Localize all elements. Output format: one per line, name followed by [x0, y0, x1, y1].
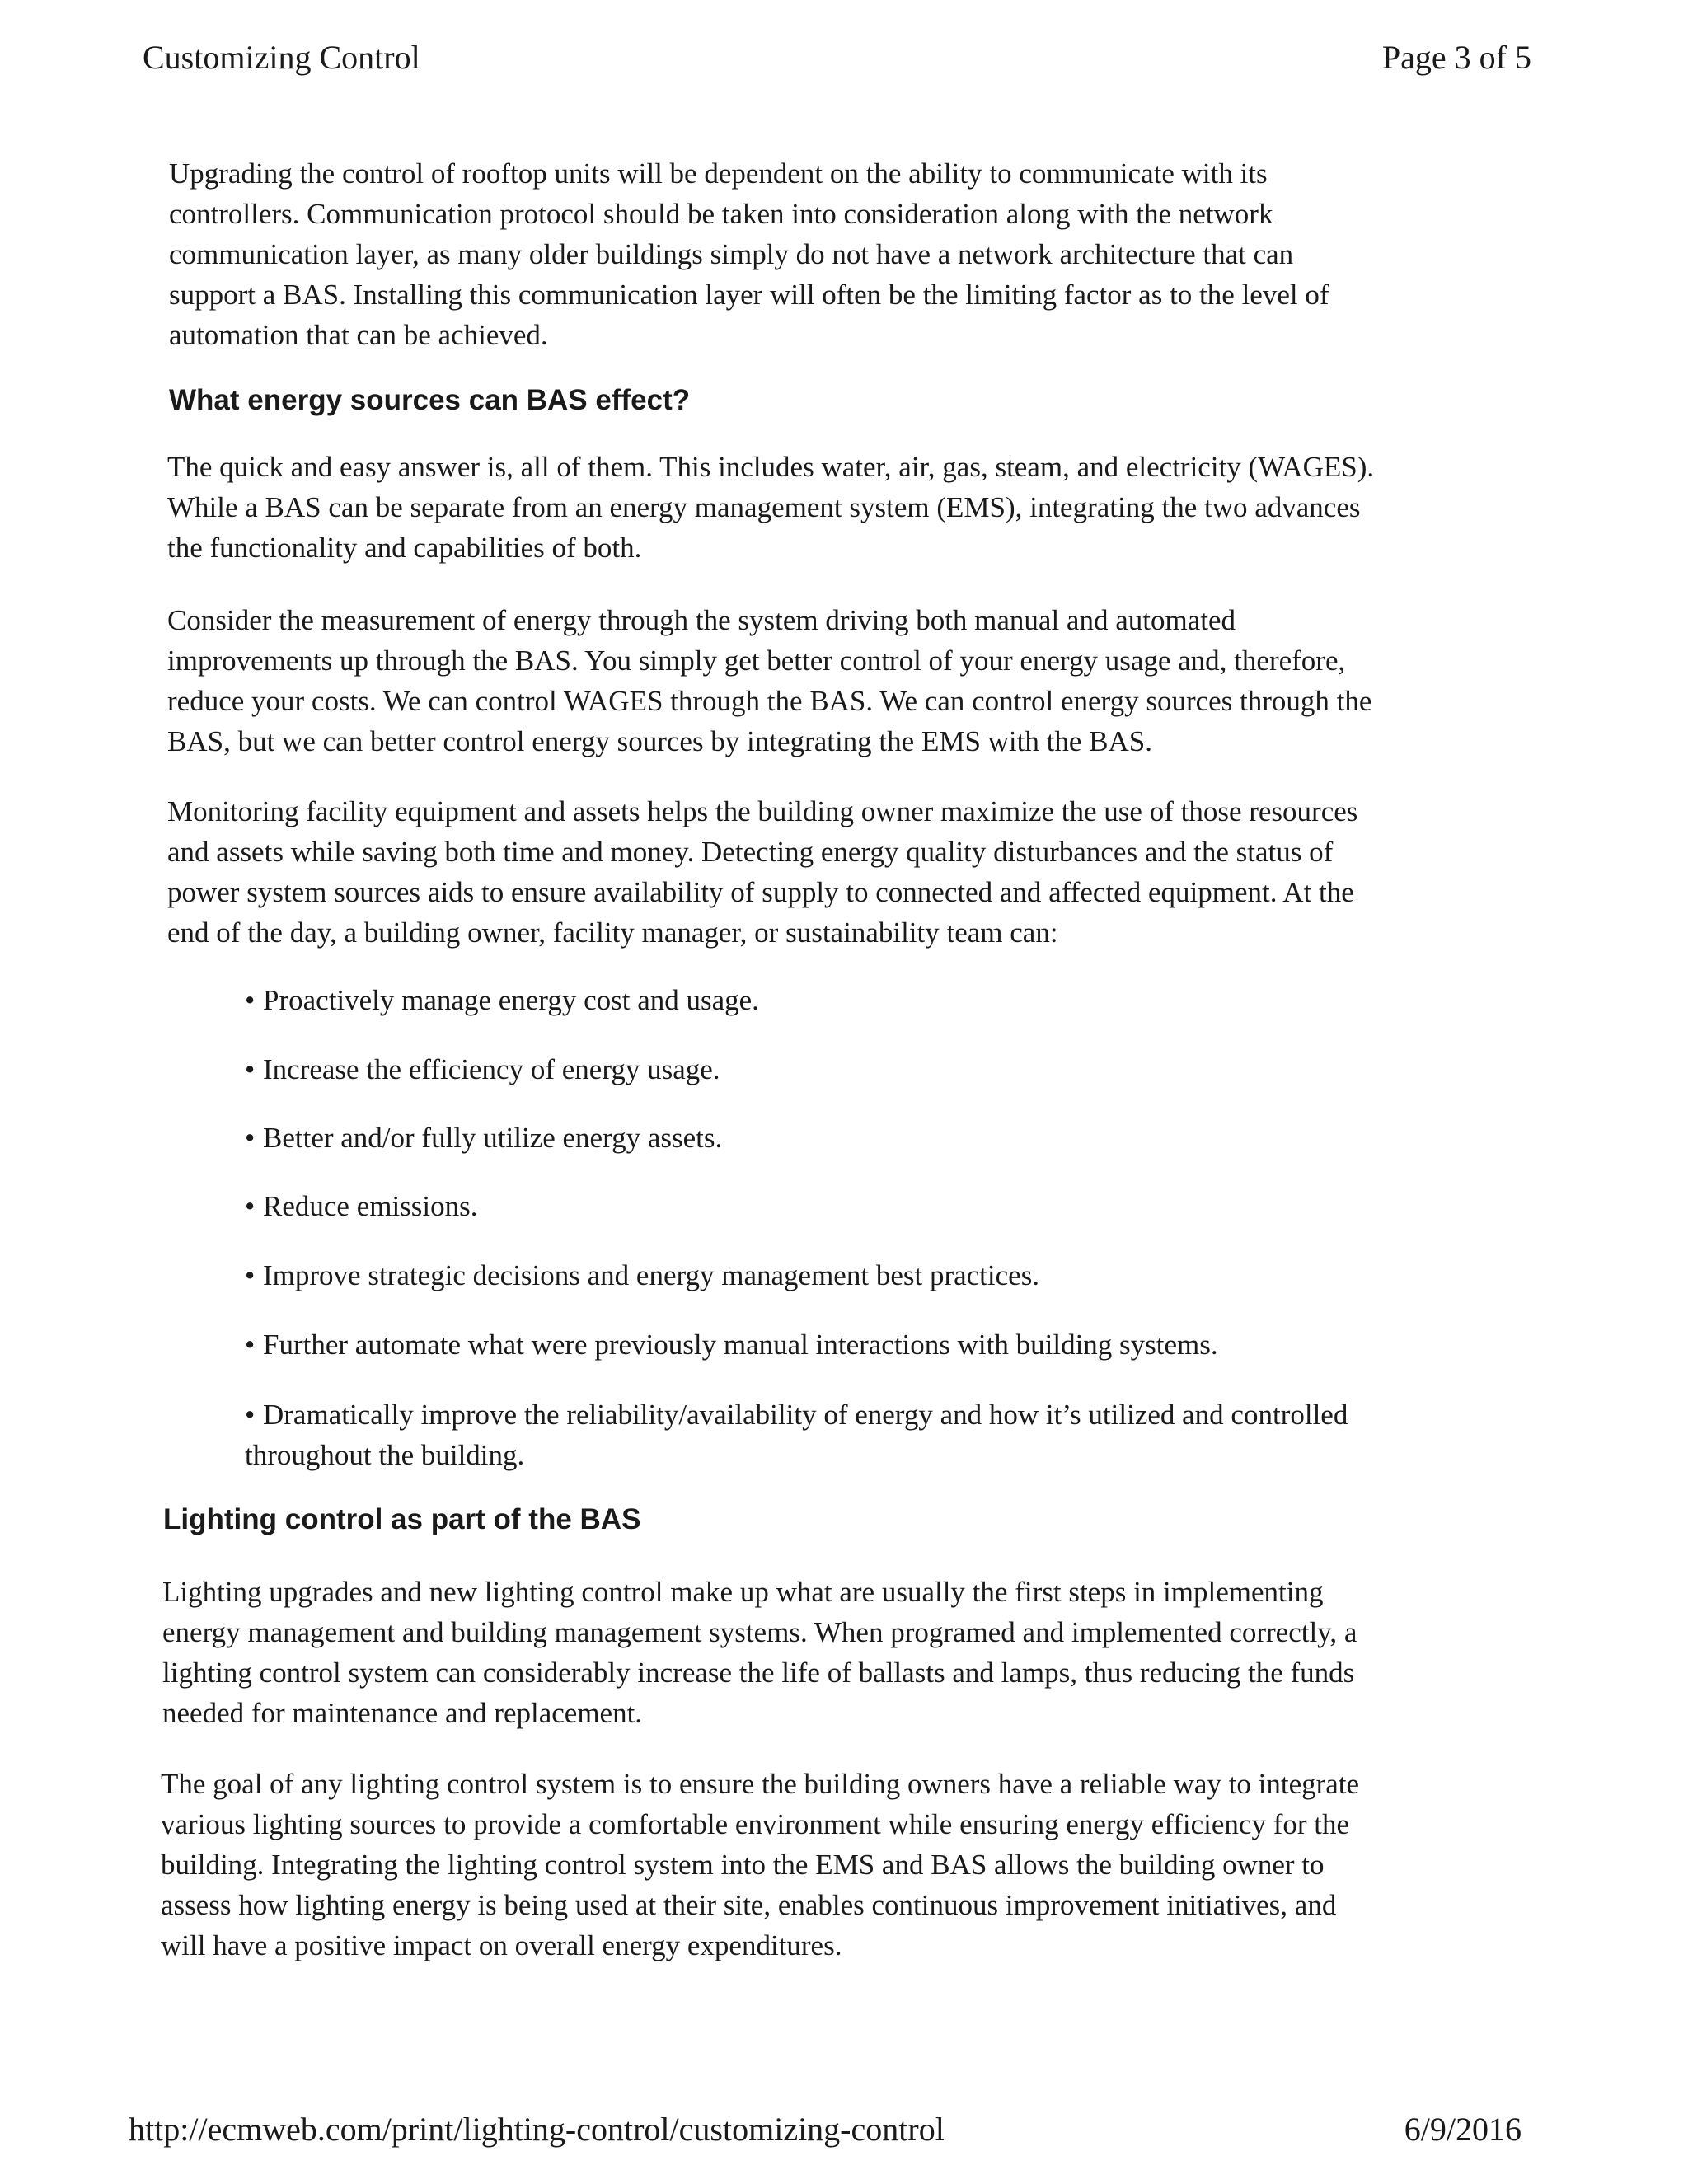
paragraph-line: automation that can be achieved.: [169, 319, 548, 351]
page-number: Page 3 of 5: [1381, 39, 1531, 76]
bullet-icon: •: [245, 1329, 256, 1361]
paragraph-intro: [169, 153, 1521, 355]
paragraph-line: reduce your costs. We can control WAGES through the BAS. We can control energy sources through the: [167, 685, 1372, 717]
paragraph-line: will have a positive impact on overall energy expenditures.: [161, 1929, 842, 1961]
paragraph-line: energy management and building management systems. When programed and implemented correctly, a: [162, 1616, 1357, 1648]
section-heading-lighting-control: Lighting control as part of the BAS: [163, 1503, 641, 1535]
paragraph-line: the functionality and capabilities of both.: [167, 532, 642, 564]
list-item-continuation: throughout the building.: [245, 1439, 525, 1471]
footer-url: http://ecmweb.com/print/lighting-control/customizing-control: [129, 2111, 945, 2148]
bullet-icon: •: [245, 1259, 256, 1291]
bullet-icon: •: [245, 1399, 256, 1431]
paragraph-line: The goal of any lighting control system is to ensure the building owners have a reliable way to integrate: [161, 1768, 1360, 1800]
list-item: • Reduce emissions.: [245, 1186, 1481, 1226]
paragraph-line: controllers. Communication protocol should be taken into consideration along with the network: [169, 198, 1273, 230]
paragraph-line: support a BAS. Installing this communication layer will often be the limiting factor as to the level of: [169, 279, 1329, 311]
header-title: Customizing Control: [143, 39, 420, 76]
section-heading-energy-sources: What energy sources can BAS effect?: [169, 384, 691, 416]
footer-date: 6/9/2016: [1404, 2111, 1522, 2148]
list-item: • Dramatically improve the reliability/availability of energy and how it’s utilized and controlled throughout the building.: [245, 1394, 1481, 1475]
paragraph-measurement: [167, 600, 1519, 762]
paragraph-line: Monitoring facility equipment and assets helps the building owner maximize the use of those resources: [167, 795, 1358, 827]
paragraph-line: building. Integrating the lighting control system into the EMS and BAS allows the building owner to: [161, 1849, 1325, 1881]
bullet-icon: •: [245, 1122, 256, 1154]
list-item: • Increase the efficiency of energy usage.: [245, 1049, 1481, 1090]
paragraph-line: end of the day, a building owner, facility manager, or sustainability team can:: [167, 916, 1058, 949]
paragraph-line: The quick and easy answer is, all of them. This includes water, air, gas, steam, and electricity (WAGES).: [167, 451, 1375, 483]
paragraph-line: communication layer, as many older buildings simply do not have a network architecture that can: [169, 238, 1294, 270]
bullet-icon: •: [245, 1190, 256, 1222]
list-item: • Further automate what were previously manual interactions with building systems.: [245, 1324, 1481, 1365]
bullet-icon: •: [245, 984, 256, 1016]
paragraph-line: lighting control system can considerably increase the life of ballasts and lamps, thus reducing the funds: [162, 1657, 1355, 1689]
list-item: • Proactively manage energy cost and usage.: [245, 980, 1481, 1020]
paragraph-wages: [167, 447, 1519, 568]
paragraph-line: needed for maintenance and replacement.: [162, 1697, 643, 1729]
paragraph-lighting-goal: [161, 1764, 1512, 1966]
list-item: • Improve strategic decisions and energy management best practices.: [245, 1255, 1481, 1296]
paragraph-monitoring: [167, 791, 1519, 953]
paragraph-line: While a BAS can be separate from an energy management system (EMS), integrating the two advances: [167, 491, 1361, 523]
paragraph-lighting-upgrades: [162, 1572, 1514, 1733]
paragraph-line: Consider the measurement of energy through the system driving both manual and automated: [167, 604, 1236, 636]
paragraph-line: Upgrading the control of rooftop units will be dependent on the ability to communicate with its: [169, 157, 1268, 190]
paragraph-line: and assets while saving both time and money. Detecting energy quality disturbances and the status of: [167, 836, 1334, 868]
bullet-icon: •: [245, 1053, 256, 1085]
paragraph-line: Lighting upgrades and new lighting control make up what are usually the first steps in implementing: [162, 1576, 1324, 1608]
paragraph-line: power system sources aids to ensure availability of supply to connected and affected equipment. At the: [167, 876, 1354, 908]
paragraph-line: assess how lighting energy is being used at their site, enables continuous improvement initiatives, and: [161, 1889, 1337, 1921]
paragraph-line: various lighting sources to provide a comfortable environment while ensuring energy efficiency for the: [161, 1808, 1350, 1840]
paragraph-line: BAS, but we can better control energy sources by integrating the EMS with the BAS.: [167, 725, 1152, 757]
paragraph-line: improvements up through the BAS. You simply get better control of your energy usage and, therefore,: [167, 644, 1346, 677]
list-item: • Better and/or fully utilize energy assets.: [245, 1118, 1481, 1158]
